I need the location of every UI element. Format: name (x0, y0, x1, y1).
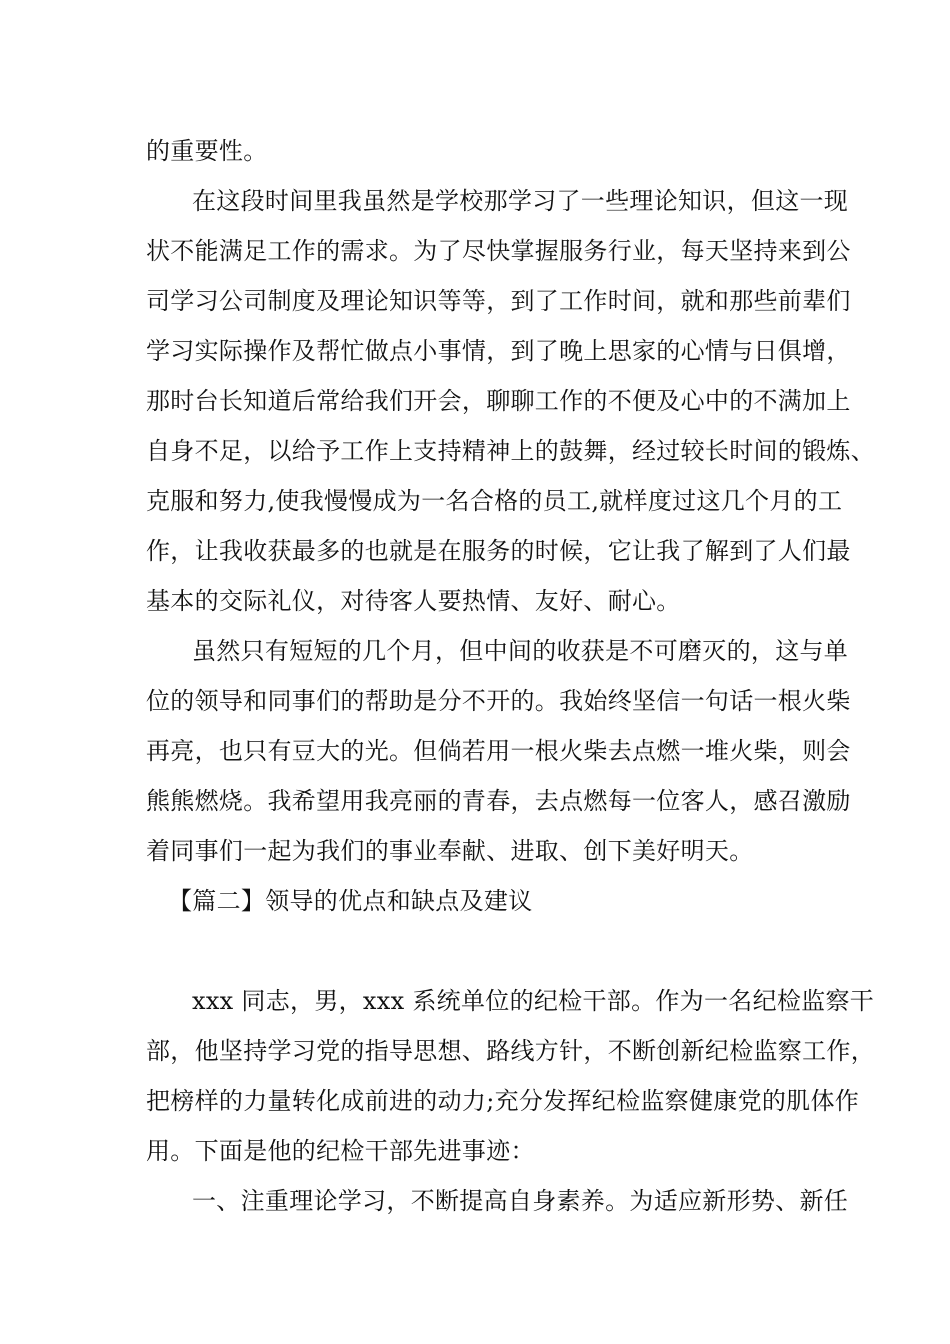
text-line-9: 作，让我收获最多的也就是在服务的时候，它让我了解到了人们最 (146, 537, 851, 565)
text-line-4: 司学习公司制度及理论知识等等，到了工作时间，就和那些前辈们 (146, 287, 851, 315)
text-line-3: 状不能满足工作的需求。为了尽快掌握服务行业，每天坚持来到公 (146, 237, 851, 265)
text-line-20: 用。下面是他的纪检干部先进事迹： (146, 1137, 535, 1165)
text-line-11: 虽然只有短短的几个月，但中间的收获是不可磨灭的，这与单 (192, 637, 849, 665)
text-line-14: 熊熊燃烧。我希望用我亮丽的青春，去点燃每一位客人，感召激励 (146, 787, 851, 815)
text-line-7: 自身不足，以给予工作上支持精神上的鼓舞，经过较长时间的锻炼、 (146, 437, 875, 465)
text-line-1: 的重要性。 (146, 137, 268, 165)
text-line-21: 一、注重理论学习，不断提高自身素养。为适应新形势、新任 (192, 1187, 849, 1215)
text-line-19: 把榜样的力量转化成前进的动力;充分发挥纪检监察健康党的肌体作 (146, 1087, 860, 1115)
text-line-18: 部，他坚持学习党的指导思想、路线方针，不断创新纪检监察工作， (146, 1037, 875, 1065)
text-line-6: 那时台长知道后常给我们开会，聊聊工作的不便及心中的不满加上 (146, 387, 851, 415)
text-line-13: 再亮，也只有豆大的光。但倘若用一根火柴去点燃一堆火柴，则会 (146, 737, 851, 765)
section-heading: 【篇二】领导的优点和缺点及建议 (168, 887, 533, 915)
text-line-10: 基本的交际礼仪，对待客人要热情、友好、耐心。 (146, 587, 681, 615)
text-line-8: 克服和努力,使我慢慢成为一名合格的员工,就样度过这几个月的工 (146, 487, 843, 515)
text-line-17: xxx 同志，男，xxx 系统单位的纪检干部。作为一名纪检监察干 (192, 987, 875, 1015)
text-line-2: 在这段时间里我虽然是学校那学习了一些理论知识，但这一现 (192, 187, 849, 215)
text-line-12: 位的领导和同事们的帮助是分不开的。我始终坚信一句话一根火柴 (146, 687, 851, 715)
text-line-5: 学习实际操作及帮忙做点小事情，到了晚上思家的心情与日俱增， (146, 337, 851, 365)
text-line-15: 着同事们一起为我们的事业奉献、进取、创下美好明天。 (146, 837, 754, 865)
